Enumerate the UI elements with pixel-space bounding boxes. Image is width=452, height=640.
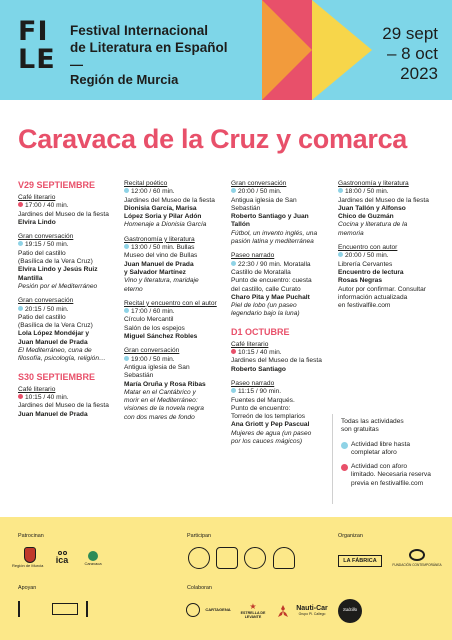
event-category: Café literario xyxy=(231,340,269,348)
event-time: 10:15 / 40 min. xyxy=(238,349,282,357)
legend-limited-line: Actividad con aforo xyxy=(351,463,408,471)
event-category: Gastronomía y literatura xyxy=(124,235,195,243)
event-participants: López Soria y Pilar Adón xyxy=(124,213,202,221)
event-entry xyxy=(124,300,228,341)
cartagena-text: CARTAGENA xyxy=(205,607,231,612)
event-venue: Jardines del Museo de la fiesta xyxy=(18,210,109,218)
event-category: Café literario xyxy=(18,385,56,393)
event-participants: Juan Manuel de Prada xyxy=(18,410,88,418)
caravaca-logo xyxy=(80,551,106,566)
la-fabrica-text: LA FÁBRICA xyxy=(343,558,377,564)
event-entry xyxy=(124,180,228,230)
colaboran-label: Colaboran xyxy=(187,585,212,591)
event-note: en festivalfile.com xyxy=(338,302,391,310)
event-entry xyxy=(124,347,228,422)
cartagena-logo xyxy=(204,607,232,612)
region-murcia-logo xyxy=(12,547,44,568)
free-activity-dot-icon xyxy=(124,308,129,313)
event-entry xyxy=(18,194,123,227)
event-description: Mujeres de agua (un paseo xyxy=(231,429,312,437)
event-time: 12:00 / 60 min. xyxy=(131,188,175,196)
event-participants: Charo Pita y Mae Puchalt xyxy=(231,293,310,301)
event-participants: Encuentro de lectura xyxy=(338,268,404,276)
free-activity-dot-icon xyxy=(231,188,236,193)
event-participants: Juan Manuel de Prada xyxy=(18,338,88,346)
festival-region: Región de Murcia xyxy=(70,72,179,87)
event-venue: Sebastián xyxy=(231,204,261,212)
legend-limited-line: previa en festivalfile.com xyxy=(351,479,424,487)
event-participants: Miguel Sánchez Robles xyxy=(124,333,198,341)
apoyan-logo-1 xyxy=(18,601,46,617)
program-column-4 xyxy=(338,180,440,316)
event-time-line xyxy=(338,188,440,196)
event-time-line xyxy=(338,252,440,260)
event-entry xyxy=(231,380,335,446)
salzillo-logo xyxy=(338,599,362,623)
event-venue: Jardines del Museo de la fiesta xyxy=(338,196,429,204)
legend-free-line: completar aforo xyxy=(351,448,397,456)
la-fabrica-logo xyxy=(338,555,382,567)
event-description: Vino y literatura, maridaje xyxy=(124,277,199,285)
event-description: visiones de la novela negra xyxy=(124,405,204,413)
event-category: Café literario xyxy=(18,194,56,201)
event-venue: Salón de los espejos xyxy=(124,324,185,332)
event-participants: Juan Manuel de Prada xyxy=(124,260,194,268)
event-time: 11:15 / 90 min. xyxy=(238,388,282,396)
day-heading: V29 SEPTIEMBRE xyxy=(18,180,96,190)
salzillo-text: Salzillo xyxy=(342,607,358,612)
event-description: Pesión por el Mediterráneo xyxy=(18,282,98,290)
event-time-line xyxy=(124,308,228,316)
event-time: 19:15 / 50 min. xyxy=(25,241,69,249)
limited-activity-dot-icon xyxy=(18,202,23,207)
legend-limited-line: limitado. Necesaria reserva xyxy=(351,471,431,479)
event-description: memoria xyxy=(338,229,364,237)
date-line-1: 29 sept xyxy=(382,24,438,43)
event-venue: Punto de encuentro: xyxy=(231,404,291,412)
organizan-label: Organizan xyxy=(338,533,363,539)
fundacion-contemporanea-text: FUNDACIÓN CONTEMPORÁNEA xyxy=(392,563,442,567)
limited-activity-dot-icon xyxy=(341,464,348,471)
program-column-3 xyxy=(231,180,335,452)
event-venue: Castillo de Moratalla xyxy=(231,268,291,276)
festival-name-line-2: de Literatura en Español xyxy=(70,40,228,55)
patrocinan-label: Patrocinan xyxy=(18,533,44,539)
festival-name-line-1: Festival Internacional xyxy=(70,23,209,38)
colaboran-logo-1 xyxy=(186,603,200,617)
sponsors-footer xyxy=(0,517,452,640)
free-activity-dot-icon xyxy=(18,241,23,246)
program-column-2 xyxy=(124,180,228,428)
event-time-line xyxy=(124,244,228,252)
event-participants: y Salvador Martínez xyxy=(124,268,186,276)
event-category: Paseo narrado xyxy=(231,252,275,260)
event-venue: Librería Cervantes xyxy=(338,260,393,268)
region-murcia-text: Región de Murcia xyxy=(12,563,44,568)
header-banner xyxy=(0,0,452,100)
event-venue: Patio del castillo xyxy=(18,249,66,257)
free-activity-dot-icon xyxy=(341,442,348,449)
event-venue: Patio del castillo xyxy=(18,313,66,321)
event-description: eterno xyxy=(124,285,143,293)
participan-label: Participan xyxy=(187,533,211,539)
event-participants: Roberto Santiago xyxy=(231,365,286,373)
event-participants: Juan Tallón y Alfonso xyxy=(338,204,406,212)
event-venue: del castillo, calle Curato xyxy=(231,285,301,293)
event-entry xyxy=(18,233,123,291)
event-venue: Jardines del Museo de la fiesta xyxy=(124,196,215,204)
event-description: morir en el Mediterráneo: xyxy=(124,397,198,405)
event-venue: Antigua iglesia de San xyxy=(231,196,297,204)
event-time-line xyxy=(18,202,123,210)
event-time-line xyxy=(231,388,335,396)
free-activity-dot-icon xyxy=(124,188,129,193)
event-description: pasión latina y mediterránea xyxy=(231,238,314,246)
event-venue: Antigua iglesia de San xyxy=(124,363,190,371)
event-category: Gran conversación xyxy=(124,347,180,355)
event-category: Gran conversación xyxy=(18,297,74,305)
ica-text: ica xyxy=(55,555,69,565)
fundacion-contemporanea-logo xyxy=(392,549,442,567)
limited-activity-dot-icon xyxy=(231,349,236,354)
triangle-graphic xyxy=(262,0,372,100)
festival-dates xyxy=(382,24,438,84)
event-entry xyxy=(18,386,123,419)
event-time: 20:00 / 50 min. xyxy=(345,252,389,260)
event-time: 20:00 / 50 min. xyxy=(238,188,282,196)
event-description: legendario bajo la luna) xyxy=(231,310,300,318)
date-line-3: 2023 xyxy=(400,64,438,83)
event-description: con dos mares de fondo xyxy=(124,413,195,421)
free-activity-dot-icon xyxy=(124,356,129,361)
apoyan-label: Apoyan xyxy=(18,585,37,591)
event-time-line xyxy=(231,349,335,357)
event-time-line xyxy=(18,241,123,249)
event-description: filosofía, psicología, religión… xyxy=(18,355,106,363)
legend-box xyxy=(332,414,442,504)
free-activity-dot-icon xyxy=(124,244,129,249)
event-description: Piel de lobo (un paseo xyxy=(231,302,297,310)
estrella-levante-logo: ★ ESTRELLA DE LEVANTE xyxy=(234,603,272,619)
logo-line-2: LE xyxy=(18,44,56,75)
event-venue: Fuentes del Marqués. xyxy=(231,396,295,404)
event-time-line xyxy=(124,356,228,364)
legend-intro xyxy=(341,418,440,435)
event-time: 20:15 / 50 min. xyxy=(25,305,69,313)
date-line-2: – 8 oct xyxy=(386,44,438,63)
event-time: 17:00 / 40 min. xyxy=(25,202,69,210)
event-venue: (Basílica de la Vera Cruz) xyxy=(18,258,93,266)
event-venue: Torreón de los templarios xyxy=(231,413,306,421)
event-time: 13:00 / 50 min. Bullas xyxy=(131,244,195,252)
nauti-car-subtext: Grupo Pl. Callego xyxy=(298,612,326,616)
event-venue: Museo del vino de Bullas xyxy=(124,252,198,260)
event-venue: Punto de encuentro: cuesta xyxy=(231,277,312,285)
event-description: El Mediterráneo, cuna de xyxy=(18,347,92,355)
event-category: Gran conversación xyxy=(18,233,74,241)
nauti-car-text: Nauti-Car xyxy=(296,605,328,612)
event-time-line xyxy=(231,261,335,269)
legend-limited xyxy=(341,463,440,488)
event-entry xyxy=(338,180,440,238)
event-category: Encuentro con autor xyxy=(338,244,398,252)
event-note: información actualizada xyxy=(338,293,408,301)
event-participants: Tallón xyxy=(231,221,250,229)
free-activity-dot-icon xyxy=(338,188,343,193)
event-entry xyxy=(231,252,335,318)
event-category: Gastronomía y literatura xyxy=(338,180,409,187)
event-participants: María Oruña y Rosa Ribas xyxy=(124,380,206,388)
event-venue: Jardines del Museo de la fiesta xyxy=(231,357,322,365)
file-logo xyxy=(18,18,62,76)
participan-logo-3 xyxy=(244,547,266,569)
event-time-line xyxy=(231,188,335,196)
event-description: Matar en el Cantábrico y xyxy=(124,388,196,396)
event-participants: Roberto Santiago y Juan xyxy=(231,213,309,221)
event-entry xyxy=(338,244,440,310)
event-category: Recital y encuentro con el autor xyxy=(124,299,217,307)
free-activity-dot-icon xyxy=(18,306,23,311)
apoyan-logo-3 xyxy=(86,601,106,617)
program-column-1 xyxy=(18,180,123,425)
page-title: Caravaca de la Cruz y comarca xyxy=(18,124,408,154)
ica-logo xyxy=(50,551,74,565)
event-time-line xyxy=(18,394,123,402)
event-participants: Dionisia García, Marisa xyxy=(124,204,197,212)
event-venue: Sebastián xyxy=(124,372,154,380)
event-venue: Círculo Mercantil xyxy=(124,316,174,324)
legend-intro-line: son gratuitas xyxy=(341,426,379,434)
legend-free xyxy=(341,441,440,458)
event-category: Gran conversación xyxy=(231,180,287,187)
event-description: Cocina y literatura de la xyxy=(338,221,408,229)
event-time: 19:00 / 50 min. xyxy=(131,355,175,363)
event-venue: Jardines del Museo de la fiesta xyxy=(18,402,109,410)
festival-dash: — xyxy=(70,57,83,72)
event-time-line xyxy=(124,188,228,196)
legend-intro-line: Todas las actividades xyxy=(341,418,404,425)
event-time: 17:00 / 60 min. xyxy=(131,308,175,316)
event-entry xyxy=(231,341,335,374)
event-participants: Mantilla xyxy=(18,274,43,282)
event-entry xyxy=(124,236,228,294)
event-description: por los cauces mágicos) xyxy=(231,438,303,446)
estrella-levante-text: ESTRELLA DE LEVANTE xyxy=(240,611,266,619)
event-description: Fútbol, un invento inglés, una xyxy=(231,229,318,237)
event-category: Paseo narrado xyxy=(231,379,275,387)
event-time: 18:00 / 50 min. xyxy=(345,188,389,196)
event-venue: (Basílica de la Vera Cruz) xyxy=(18,322,93,330)
event-time: 10:15 / 40 min. xyxy=(25,393,69,401)
mitsubishi-logo xyxy=(276,605,290,617)
event-entry xyxy=(231,180,335,246)
event-participants: Ana Griott y Pep Pascual xyxy=(231,421,310,429)
event-participants: Rosas Negras xyxy=(338,277,382,285)
event-participants: Chico de Guzmán xyxy=(338,213,394,221)
day-heading: S30 SEPTIEMBRE xyxy=(18,371,96,382)
participan-logo-1 xyxy=(188,547,210,569)
limited-activity-dot-icon xyxy=(18,394,23,399)
event-note: Autor por confirmar. Consultar xyxy=(338,285,426,293)
event-category: Recital poético xyxy=(124,180,168,187)
event-participants: Lola López Mondéjar y xyxy=(18,330,90,338)
logo-line-1: FI xyxy=(18,16,49,47)
event-participants: Elvira Lindo y Jesús Ruiz xyxy=(18,266,98,274)
caravaca-text: Caravaca xyxy=(84,561,102,566)
event-description: Homenaje a Dionisia García xyxy=(124,221,207,229)
free-activity-dot-icon xyxy=(231,261,236,266)
nauti-car-logo xyxy=(292,605,332,616)
day-heading: D1 OCTUBRE xyxy=(231,326,290,337)
event-time-line xyxy=(18,306,123,314)
event-participants: Elvira Lindo xyxy=(18,218,56,226)
legend-free-line: Actividad libre hasta xyxy=(351,440,411,448)
apoyan-logo-2 xyxy=(52,603,78,615)
participan-logo-2 xyxy=(216,547,238,569)
event-time: 22:30 / 90 min. Moratalla xyxy=(238,260,311,268)
free-activity-dot-icon xyxy=(338,252,343,257)
festival-name xyxy=(70,22,228,56)
event-entry xyxy=(18,297,123,363)
free-activity-dot-icon xyxy=(231,388,236,393)
participan-logo-4 xyxy=(273,547,295,569)
